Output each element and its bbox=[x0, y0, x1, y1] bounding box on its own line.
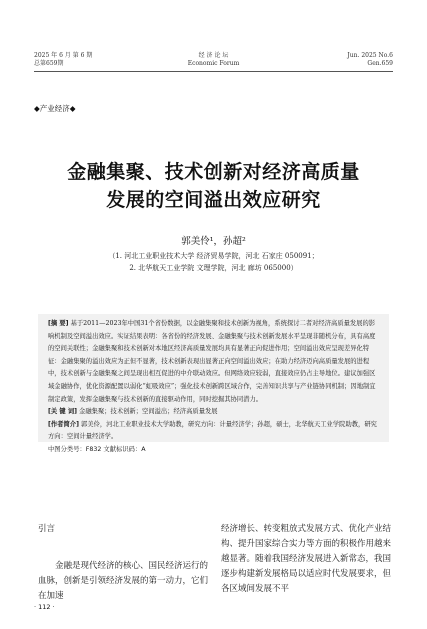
intro-paragraph-left: 金融是现代经济的核心、国民经济运行的血脉，创新是引领经济发展的第一动力，它们在加速 bbox=[38, 561, 209, 601]
page-number: · 112 · bbox=[34, 603, 55, 611]
intro-heading: 引言 bbox=[38, 524, 56, 534]
intro-paragraph-right: 经济增长、转变粗放式发展方式、优化产业结构、提升国家综合实力等方面的积极作用越来越显著。随着我国经济发展进入新常态，我国逐步构建新发展格局以适应时代发展要求，但各区域间发展不平 bbox=[221, 524, 392, 594]
abstract bbox=[38, 318, 389, 406]
affiliation-1: （1. 河北工业职业技术大学 经济贸易学院，河北 石家庄 050091； bbox=[108, 252, 319, 260]
journal-name: 经 济 论 坛 bbox=[198, 52, 229, 59]
header-issue-en: Jun. 2025 No.6 bbox=[347, 52, 393, 59]
body-column-right bbox=[221, 522, 393, 597]
author-intro-label: [作者简介] bbox=[48, 420, 79, 428]
abstract-label: [摘 要] bbox=[48, 320, 69, 327]
classification: 中图分类号：F832 文献标识码：A bbox=[48, 445, 146, 453]
header-right bbox=[347, 52, 393, 68]
keywords-label: [关 键 词] bbox=[48, 408, 78, 416]
body-column-left bbox=[38, 522, 208, 604]
abstract-text: 基于2011—2023年中国31个省份数据，以金融集聚和技术创新为视角，系统探讨二者对经济高质量发展的影响机制及空间溢出效应。实证结果表明：各省份的经济发展、金融集聚与技术创新发展水平呈现非随机分布，具有高度的空间关联性；金融集聚和技术创新对本地区经济高质量发展均具有显著正向促进作用；空间溢出效应呈现差异化特征：金融集聚的溢出效应为正但不显著，技术创新表现出显著正向空间溢出效应；在助力经济迈向高质量发展的进程中，技术创新与金融集聚之间呈现出相互促进的中介联动效应。但网络效应较弱，直接效应仍占主导地位。建议加强区域金融协作，优化资源配置以弱化“虹吸效应”；强化技术创新跨区域合作，完善知识共享与产业链协同机制；因地制宜制定政策，发挥金融集聚与技术创新的直接驱动作用，同时挖掘其协同潜力。 bbox=[48, 320, 376, 403]
keywords-text: 金融集聚；技术创新；空间溢出；经济高质量发展 bbox=[79, 408, 218, 416]
author-intro bbox=[38, 419, 389, 444]
header-gen: Gen.659 bbox=[367, 60, 393, 67]
title-line-1: 金融集聚、技术创新对经济高质量 bbox=[67, 161, 360, 183]
article-title bbox=[0, 158, 427, 214]
journal-name-en: Economic Forum bbox=[187, 60, 240, 67]
section-tag: ◆产业经济◆ bbox=[34, 104, 76, 113]
header-total-issue: 总第659期 bbox=[34, 60, 64, 67]
affiliation-2: 2. 北华航天工业学院 文理学院，河北 廊坊 065000） bbox=[129, 264, 298, 272]
authors: 郭美伶¹，孙超² bbox=[181, 236, 246, 247]
header-issue: 2025 年 6 月 第 6 期 bbox=[34, 52, 93, 59]
title-line-2: 发展的空间溢出效应研究 bbox=[106, 189, 321, 211]
author-intro-text: 郭美伶，河北工业职业技术大学助教，研究方向：计量经济学；孙超，硕士，北华航天工业学院助教，研究方向：空间计量经济学。 bbox=[48, 420, 377, 441]
abstract-box bbox=[38, 314, 389, 453]
keywords bbox=[38, 406, 389, 419]
header-rule bbox=[34, 71, 393, 72]
